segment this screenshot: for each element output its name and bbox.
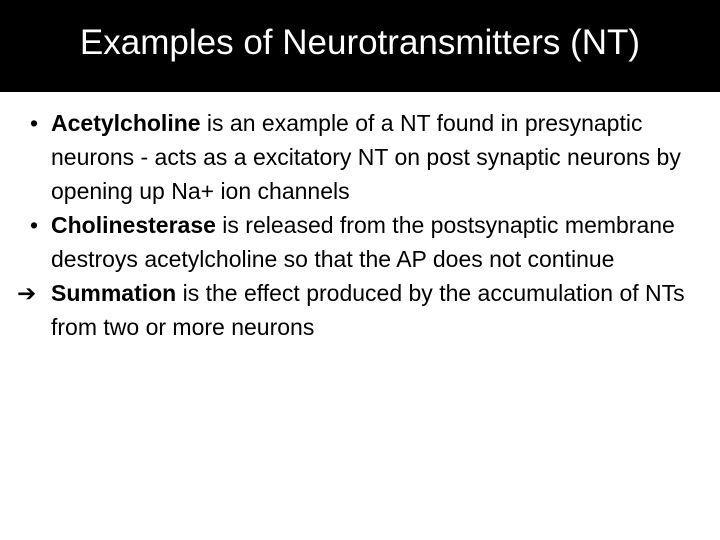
bullet-item-summation (17, 276, 710, 344)
bullet-text: is released from the postsynaptic membrane destroys acetylcholine so that the AP does not continue (51, 212, 675, 272)
bullet-term: Cholinesterase (51, 212, 216, 238)
arrow-right-icon: ➔ (17, 280, 37, 306)
bullet-term: Summation (51, 280, 177, 306)
bullet-list (17, 106, 710, 344)
title-bar (0, 0, 720, 92)
bullet-item-cholinesterase (30, 208, 710, 276)
bullet-icon: • (30, 212, 39, 238)
bullet-text: is the effect produced by the accumulation of NTs from two or more neurons (51, 280, 685, 340)
slide-title: Examples of Neurotransmitters (NT) (79, 23, 641, 62)
bullet-term: Acetylcholine (51, 110, 201, 136)
bullet-item-acetylcholine (30, 106, 710, 208)
bullet-text: is an example of a NT found in presynaptic neurons - acts as a excitatory NT on post synaptic neurons by opening up Na+ ion channels (51, 110, 681, 204)
bullet-icon: • (30, 110, 39, 136)
